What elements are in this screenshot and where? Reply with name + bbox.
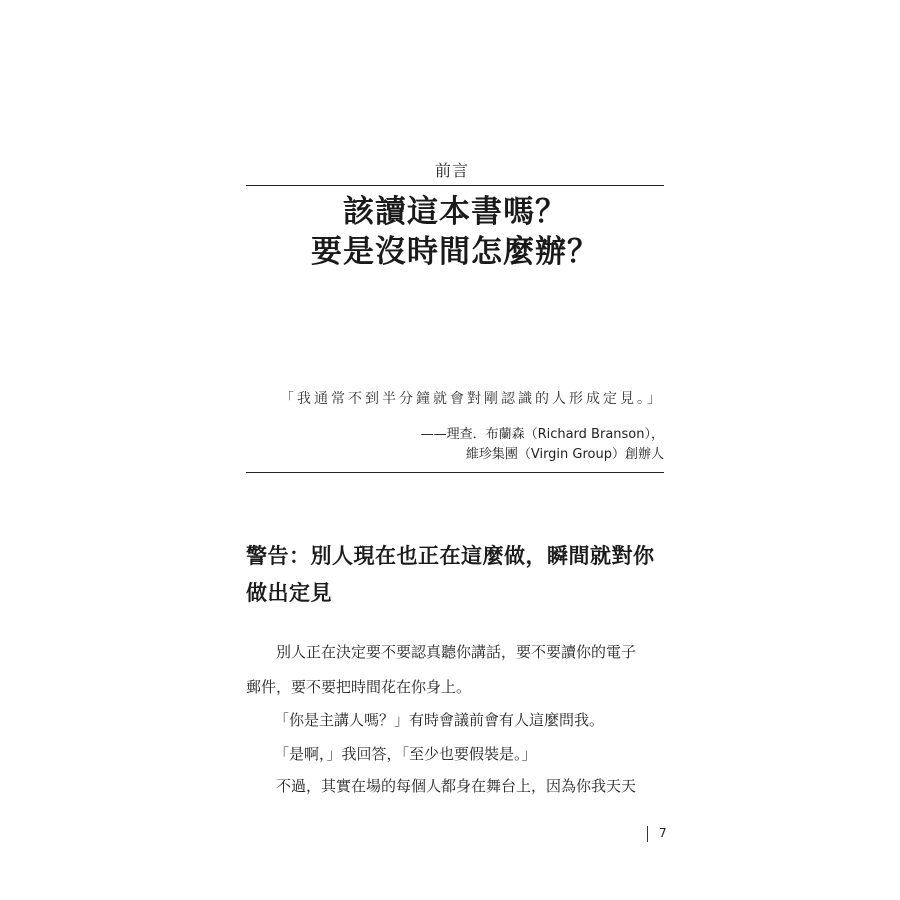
epigraph-attribution-line2: 維珍集團（Virgin Group）創辦人 bbox=[465, 447, 664, 462]
chapter-title-line2: 要是沒時間怎麼辦？ bbox=[311, 234, 599, 270]
chapter-title-line1: 該讀這本書嗎？ bbox=[343, 194, 567, 230]
epigraph-quote: 「我通常不到半分鐘就會對剛認識的人形成定見。」 bbox=[280, 391, 664, 407]
page-number: 7 bbox=[659, 826, 667, 840]
top-rule bbox=[246, 185, 664, 186]
section-heading-line1: 警告：別人現在也正在這麼做，瞬間就對你 bbox=[246, 543, 655, 568]
section-heading-line2: 做出定見 bbox=[246, 580, 332, 605]
body-paragraph-line: 別人正在決定要不要認真聽你講話，要不要讀你的電子 bbox=[276, 643, 637, 661]
body-paragraph-line: 郵件，要不要把時間花在你身上。 bbox=[246, 678, 472, 696]
body-paragraph-line: 「是啊，」我回答，「至少也要假裝是。」 bbox=[274, 745, 537, 763]
body-paragraph-line: 不過，其實在場的每個人都身在舞台上，因為你我天天 bbox=[276, 777, 637, 795]
page-number-divider bbox=[647, 826, 648, 842]
body-paragraph-line: 「你是主講人嗎？」有時會議前會有人這麼問我。 bbox=[274, 711, 605, 729]
bottom-rule bbox=[246, 472, 664, 473]
epigraph-attribution-line1: ——理查．布蘭森（Richard Branson）， bbox=[420, 427, 664, 442]
section-label: 前言 bbox=[434, 161, 469, 180]
